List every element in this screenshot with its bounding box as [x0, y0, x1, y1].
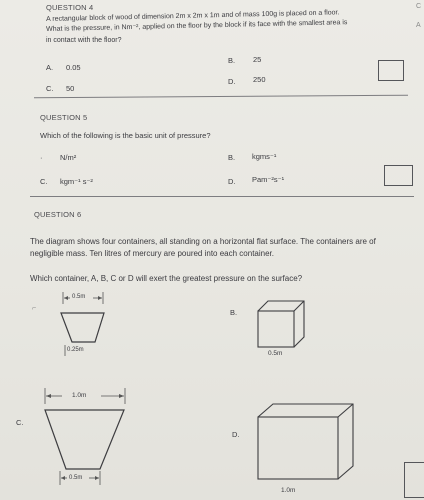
edge-mark-second: A	[416, 22, 421, 29]
question-5-header: QUESTION 5	[40, 113, 88, 122]
q5-option-a-text: N/m²	[60, 153, 77, 162]
q5-option-a-letter: ·	[40, 153, 43, 162]
q4-option-c-text: 50	[66, 84, 75, 93]
q4-option-c-letter: C.	[46, 84, 54, 93]
q4-option-d-text: 250	[253, 75, 266, 84]
question-4-stem-line-3: in contact with the floor?	[46, 37, 122, 44]
question-6-question: Which container, A, B, C or D will exert the greatest pressure on the surface?	[30, 274, 303, 283]
q4-option-a-text: 0.05	[66, 63, 81, 72]
container-c-letter: C.	[16, 418, 24, 427]
q4-option-b-text: 25	[253, 55, 262, 64]
container-d-bottom-label: 1.0m	[281, 487, 296, 494]
container-c-bottom-label: 0.5m	[69, 475, 83, 481]
container-a-side-label: 0.25m	[67, 347, 84, 353]
q4-option-b-letter: B.	[228, 56, 236, 65]
q5-option-b-text: kgms⁻¹	[252, 152, 277, 161]
container-b-letter: B.	[230, 308, 238, 317]
q5-option-d-text: Pam⁻²s⁻¹	[252, 175, 285, 184]
q4-option-a-letter: A.	[46, 63, 54, 72]
q4-option-d-letter: D.	[228, 77, 236, 86]
container-d-letter: D.	[232, 430, 240, 439]
question-4-header: QUESTION 4	[46, 3, 94, 12]
container-b-bottom-label: 0.5m	[268, 350, 283, 357]
container-c-top-label: 1.0m	[72, 392, 87, 399]
container-a-top-label: 0.5m	[72, 294, 86, 300]
question-5-stem: Which of the following is the basic unit of pressure?	[40, 131, 211, 140]
q5-option-c-letter: C.	[40, 177, 48, 186]
question-6-stem-line-1: The diagram shows four containers, all standing on a horizontal flat surface. The containers are of	[30, 237, 376, 246]
question-4-stem-line-1: A rectangular block of wood of dimension 2m x 2m x 1m and of mass 100g is placed on a floor.	[46, 9, 340, 23]
edge-mark-top: C	[416, 3, 422, 10]
question-6-stem-line-2: negligible mass. Ten litres of mercury are poured into each container.	[30, 249, 274, 258]
q6-answer-box[interactable]	[404, 462, 424, 498]
q5-option-d-letter: D.	[228, 177, 236, 186]
q5-option-b-letter: B.	[228, 153, 236, 162]
q5-option-c-text: kgm⁻¹ s⁻²	[60, 177, 93, 186]
question-6-header: QUESTION 6	[34, 210, 82, 219]
container-a-faint-mark: ⌐	[32, 305, 37, 312]
question-4-stem-line-2: What is the pressure, in Nm⁻², applied on the floor by the block if its face with the smallest area is	[46, 19, 348, 33]
